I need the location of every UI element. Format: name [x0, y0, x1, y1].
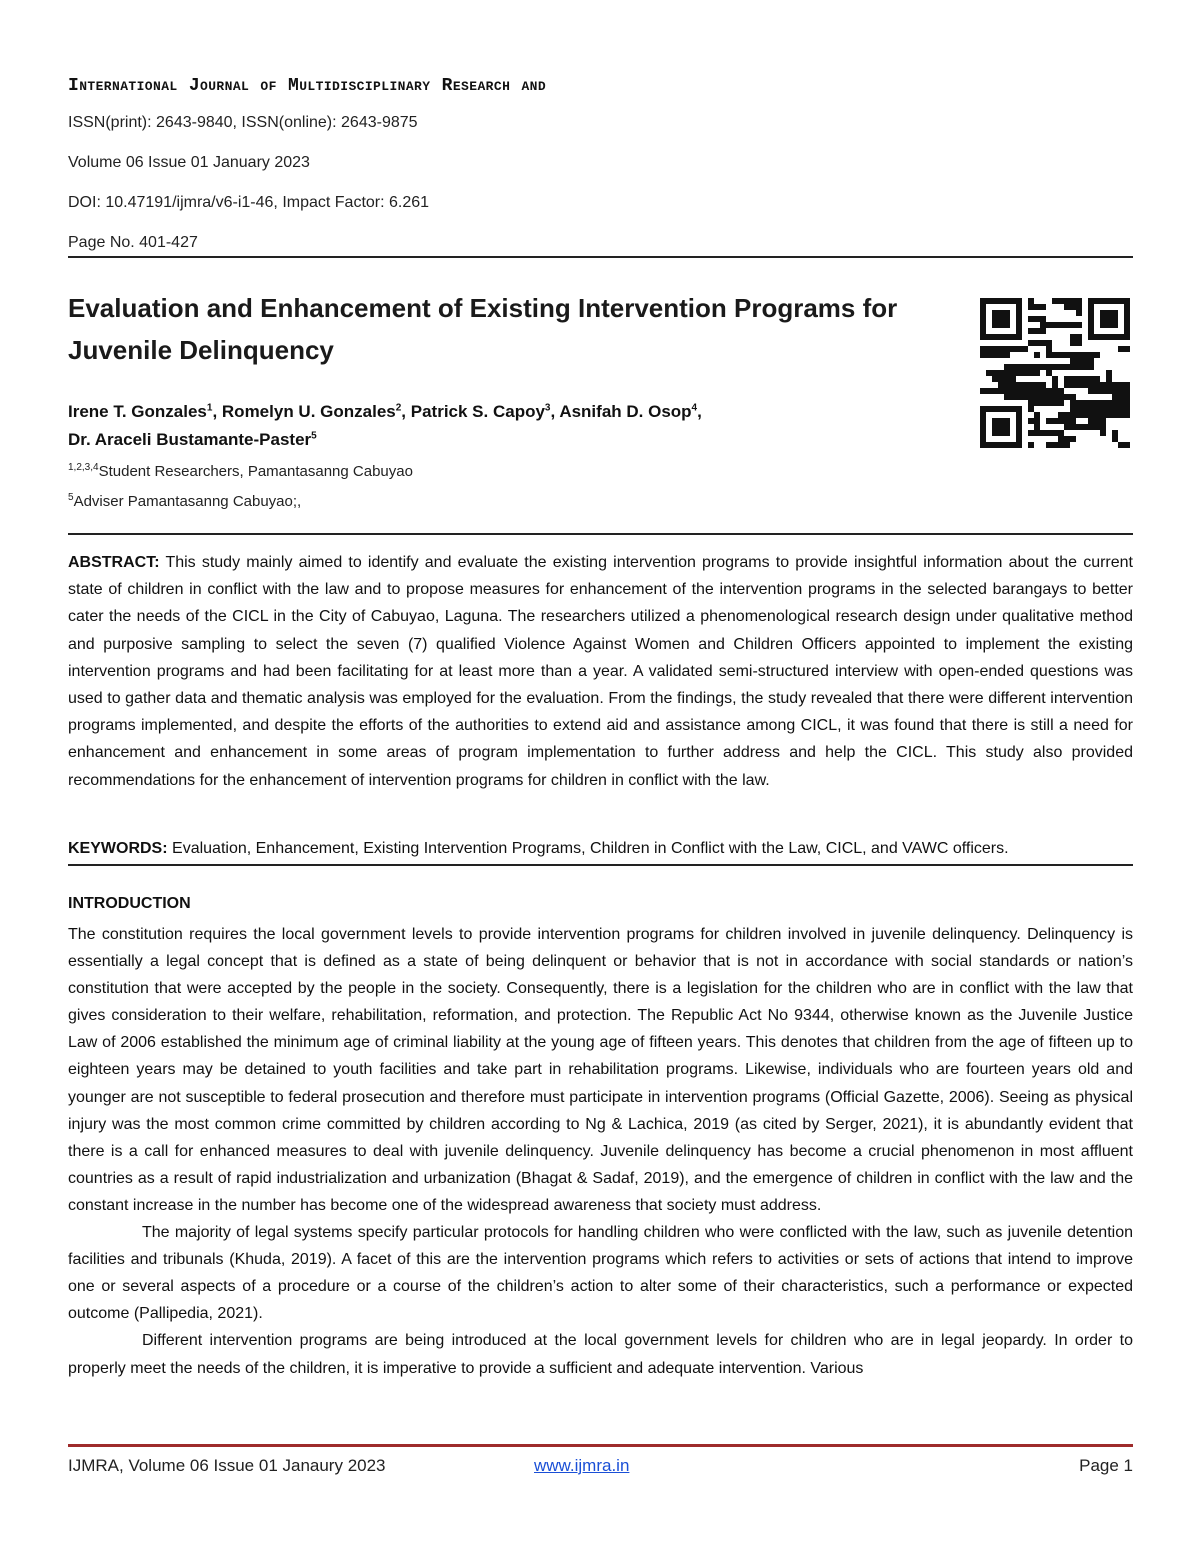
affiliation-2-marker: 5: [68, 492, 74, 503]
doi-line: DOI: 10.47191/ijmra/v6-i1-46, Impact Factor: 6.261: [68, 194, 430, 211]
page-range: Page No. 401-427: [68, 234, 198, 251]
abstract-label: ABSTRACT:: [68, 554, 160, 571]
author-name: Dr. Araceli Bustamante-Paster: [68, 430, 312, 449]
paragraph: The constitution requires the local government levels to provide intervention programs for children involved in juvenile delinquency. Delinquency is essentially a legal concept that is defined as a state of being delinquent or behavior that is not in accordance with social standards or nation’s constitution that were accepted by the people in the society. Consequently, there is a legislation for the children who are in conflict with the law that gives consideration to their welfare, rehabilitation, reformation, and protection. The Republic Act No 9344, otherwise known as the Juvenile Justice Law of 2006 established the minimum age of criminal liability at the young age of fifteen years. This denotes that children from the age of fifteen up to eighteen years may be detained to youth facilities and take part in rehabilitation programs. Likewise, individuals who are fourteen years old and younger are not susceptible to federal prosecution and therefore must participate in intervention programs (Official Gazette, 2006). Seeing as physical injury was the most common crime committed by children according to Ng & Lachica, 2019 (as cited by Serger, 2021), it is abundantly evident that there is a call for enhanced measures to deal with juvenile delinquency. Juvenile delinquency has become a crucial phenomenon in most affluent countries as a result of rapid industrialization and urbanization (Bhagat & Sadaf, 2019), and the emergence of children in conflict with the law and the constant increase in the number has become one of the widespread awareness that society must address.: [68, 926, 1133, 1214]
affiliation-1-marker: 1,2,3,4: [68, 462, 99, 473]
footer-page-number: Page 1: [1079, 1456, 1133, 1475]
qr-code-icon: [980, 298, 1130, 448]
abstract: [68, 549, 1133, 794]
author-affiliation-marker: 3: [544, 402, 551, 414]
introduction-heading: INTRODUCTION: [68, 895, 191, 912]
abstract-top-divider: [68, 533, 1133, 535]
author-affiliation-marker: 2: [395, 402, 402, 414]
footer-divider: [68, 1444, 1133, 1447]
journal-title: International Journal of Multidisciplinary Research and: [68, 76, 547, 96]
volume-line: Volume 06 Issue 01 January 2023: [68, 154, 310, 171]
author-list: Irene T. Gonzales$^1$, Romelyn U. Gonzales$^2$, Patrick S. Capoy$^3$, Asnifah D. Osop$^4$, Dr. Araceli Bustamante-Paster$^5$: [68, 402, 702, 449]
keywords-text: Evaluation, Enhancement, Existing Intervention Programs, Children in Conflict with the Law, CICL, and VAWC officers.: [172, 840, 1009, 857]
affiliation-1-text: Student Researchers, Pamantasanng Cabuyao: [98, 463, 413, 480]
keywords-label: KEYWORDS:: [68, 840, 168, 857]
paragraph: Different intervention programs are being introduced at the local government levels for children who are in legal jeopardy. In order to properly meet the needs of the children, it is imperative to provide a sufficient and adequate intervention. Various: [68, 1332, 1133, 1377]
keywords-bottom-divider: [68, 864, 1133, 866]
abstract-text: This study mainly aimed to identify and evaluate the existing intervention programs to provide insightful information about the current state of children in conflict with the law and to propose measures for enhancement of the intervention programs in the selected barangays to better cater the needs of the CICL in the City of Cabuyao, Laguna. The researchers utilized a phenomenological research design under qualitative method and purposive sampling to select the seven (7) qualified Violence Against Women and Children Officers appointed to implement the existing intervention programs and had been facilitating for at least more than a year. A validated semi-structured interview with open-ended questions was used to gather data and thematic analysis was employed for the evaluation. From the findings, the study revealed that there were different intervention programs implemented, and despite the efforts of the authorities to extend aid and assistance among CICL, it was found that there is still a need for enhancement and enhancement in some areas of program implementation to further address and help the CICL. This study also provided recommendations for the enhancement of intervention programs for children in conflict with the law.: [68, 554, 1134, 789]
author-affiliation-marker: 5: [311, 430, 317, 442]
affiliation-2: [68, 493, 301, 510]
keywords: [68, 835, 1133, 862]
footer-website-link[interactable]: www.ijmra.in: [534, 1456, 630, 1475]
footer-citation: IJMRA, Volume 06 Issue 01 Janaury 2023: [68, 1456, 386, 1475]
paper-page: [68, 0, 1133, 1553]
author-name: Asnifah D. Osop: [559, 402, 692, 421]
introduction-body: [68, 921, 1133, 1382]
affiliation-1: [68, 463, 413, 480]
author-affiliation-marker: 1: [206, 402, 213, 414]
paper-title: Evaluation and Enhancement of Existing Intervention Programs for Juvenile Delinquency: [68, 293, 898, 365]
author-name: Irene T. Gonzales: [68, 402, 207, 421]
author-affiliation-marker: 4: [691, 402, 698, 414]
author-name: Romelyn U. Gonzales: [221, 402, 396, 421]
paragraph: The majority of legal systems specify particular protocols for handling children who were conflicted with the law, such as juvenile detention facilities and tribunals (Khuda, 2019). A facet of this are the intervention programs which refers to activities or sets of actions that intend to improve one or several aspects of a procedure or a course of the children’s action to alter some of their characteristics, such a performance or expected outcome (Pallipedia, 2021).: [68, 1224, 1133, 1323]
issn-line: ISSN(print): 2643-9840, ISSN(online): 2643-9875: [68, 114, 418, 131]
affiliation-2-text: Adviser Pamantasanng Cabuyao;,: [73, 493, 302, 510]
header-divider: [68, 256, 1133, 258]
author-name: Patrick S. Capoy: [410, 402, 545, 421]
